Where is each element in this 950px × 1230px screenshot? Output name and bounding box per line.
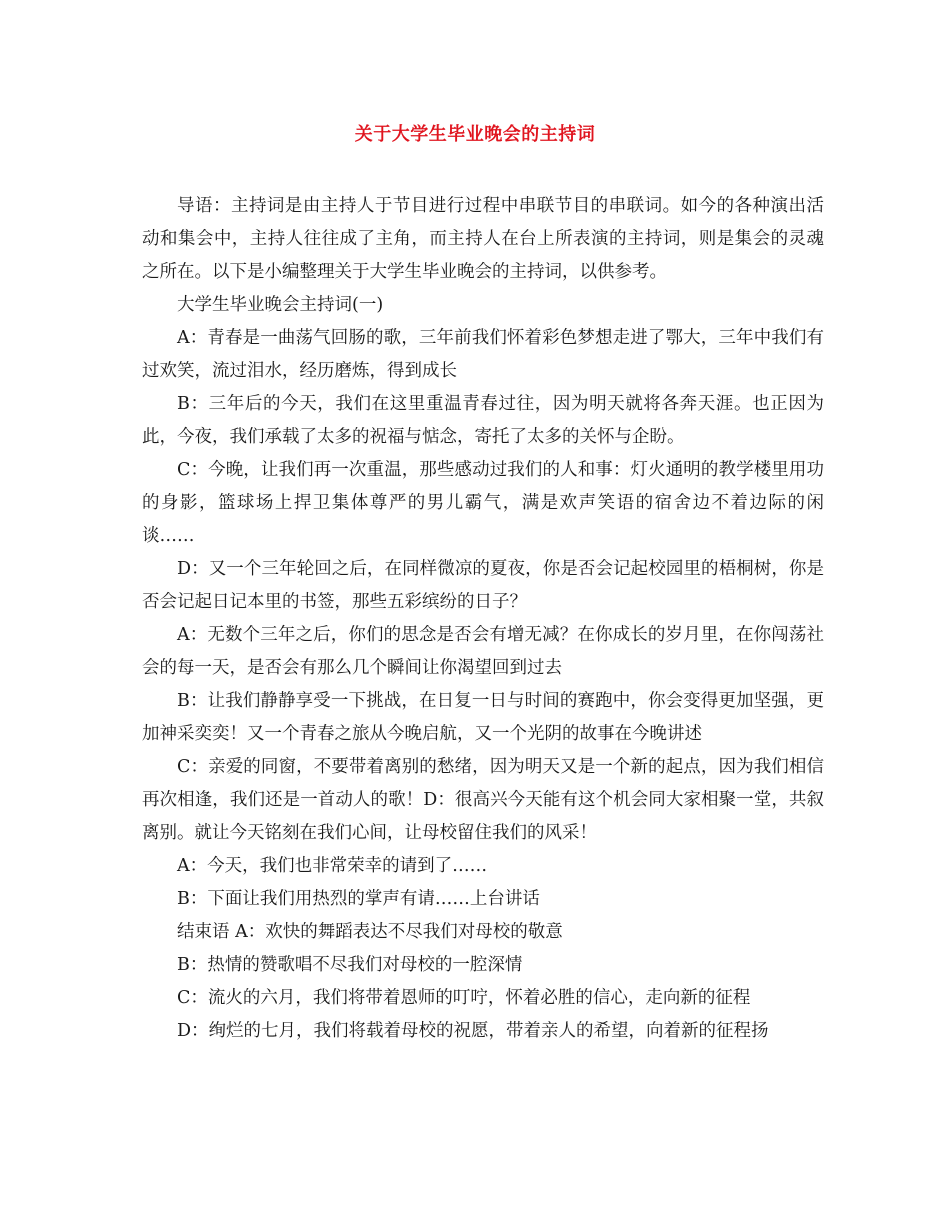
paragraph: D：绚烂的七月，我们将载着母校的祝愿，带着亲人的希望，向着新的征程扬 — [177, 1021, 769, 1041]
paragraph: C：流火的六月，我们将带着恩师的叮咛，怀着必胜的信心，走向新的征程 — [177, 988, 751, 1008]
paragraph: D：又一个三年轮回之后，在同样微凉的夏夜，你是否会记起校园里的梧桐树，你是否会记起日记本里的书签，那些五彩缤纷的日子？ — [142, 559, 824, 612]
paragraph: C：亲爱的同窗，不要带着离别的愁绪，因为明天又是一个新的起点，因为我们相信再次相逢，我们还是一首动人的歌！D：很高兴今天能有这个机会同大家相聚一堂，共叙离别。就让今天铭刻在我们心间，让母校留住我们的风采！ — [142, 757, 824, 843]
paragraph: B：热情的赞歌唱不尽我们对母校的一腔深情 — [177, 955, 523, 975]
paragraph: A：无数个三年之后，你们的思念是否会有增无减？在你成长的岁月里，在你闯荡社会的每一天，是否会有那么几个瞬间让你渴望回到过去 — [142, 625, 824, 678]
paragraph: B：下面让我们用热烈的掌声有请……上台讲话 — [177, 889, 540, 909]
document-body — [142, 190, 824, 1048]
paragraph: A：青春是一曲荡气回肠的歌，三年前我们怀着彩色梦想走进了鄂大，三年中我们有过欢笑，流过泪水，经历磨炼，得到成长 — [142, 328, 824, 381]
paragraph-intro: 导语：主持词是由主持人于节目进行过程中串联节目的串联词。如今的各种演出活动和集会中，主持人往往成了主角，而主持人在台上所表演的主持词，则是集会的灵魂之所在。以下是小编整理关于大学生毕业晚会的主持词，以供参考。 — [142, 196, 824, 282]
paragraph: B：三年后的今天，我们在这里重温青春过往，因为明天就将各奔天涯。也正因为此，今夜，我们承载了太多的祝福与惦念，寄托了太多的关怀与企盼。 — [142, 394, 824, 447]
paragraph-closing-heading: 结束语 A：欢快的舞蹈表达不尽我们对母校的敬意 — [177, 922, 563, 942]
paragraph: B：让我们静静享受一下挑战，在日复一日与时间的赛跑中，你会变得更加坚强，更加神采奕奕！又一个青春之旅从今晚启航，又一个光阴的故事在今晚讲述 — [142, 691, 824, 744]
paragraph: C：今晚，让我们再一次重温，那些感动过我们的人和事：灯火通明的教学楼里用功的身影，篮球场上捍卫集体尊严的男儿霸气，满是欢声笑语的宿舍边不着边际的闲谈…… — [142, 460, 824, 546]
document-title: 关于大学生毕业晚会的主持词 — [354, 124, 596, 145]
section-heading: 大学生毕业晚会主持词(一) — [177, 295, 384, 315]
paragraph: A：今天，我们也非常荣幸的请到了…… — [177, 856, 488, 876]
